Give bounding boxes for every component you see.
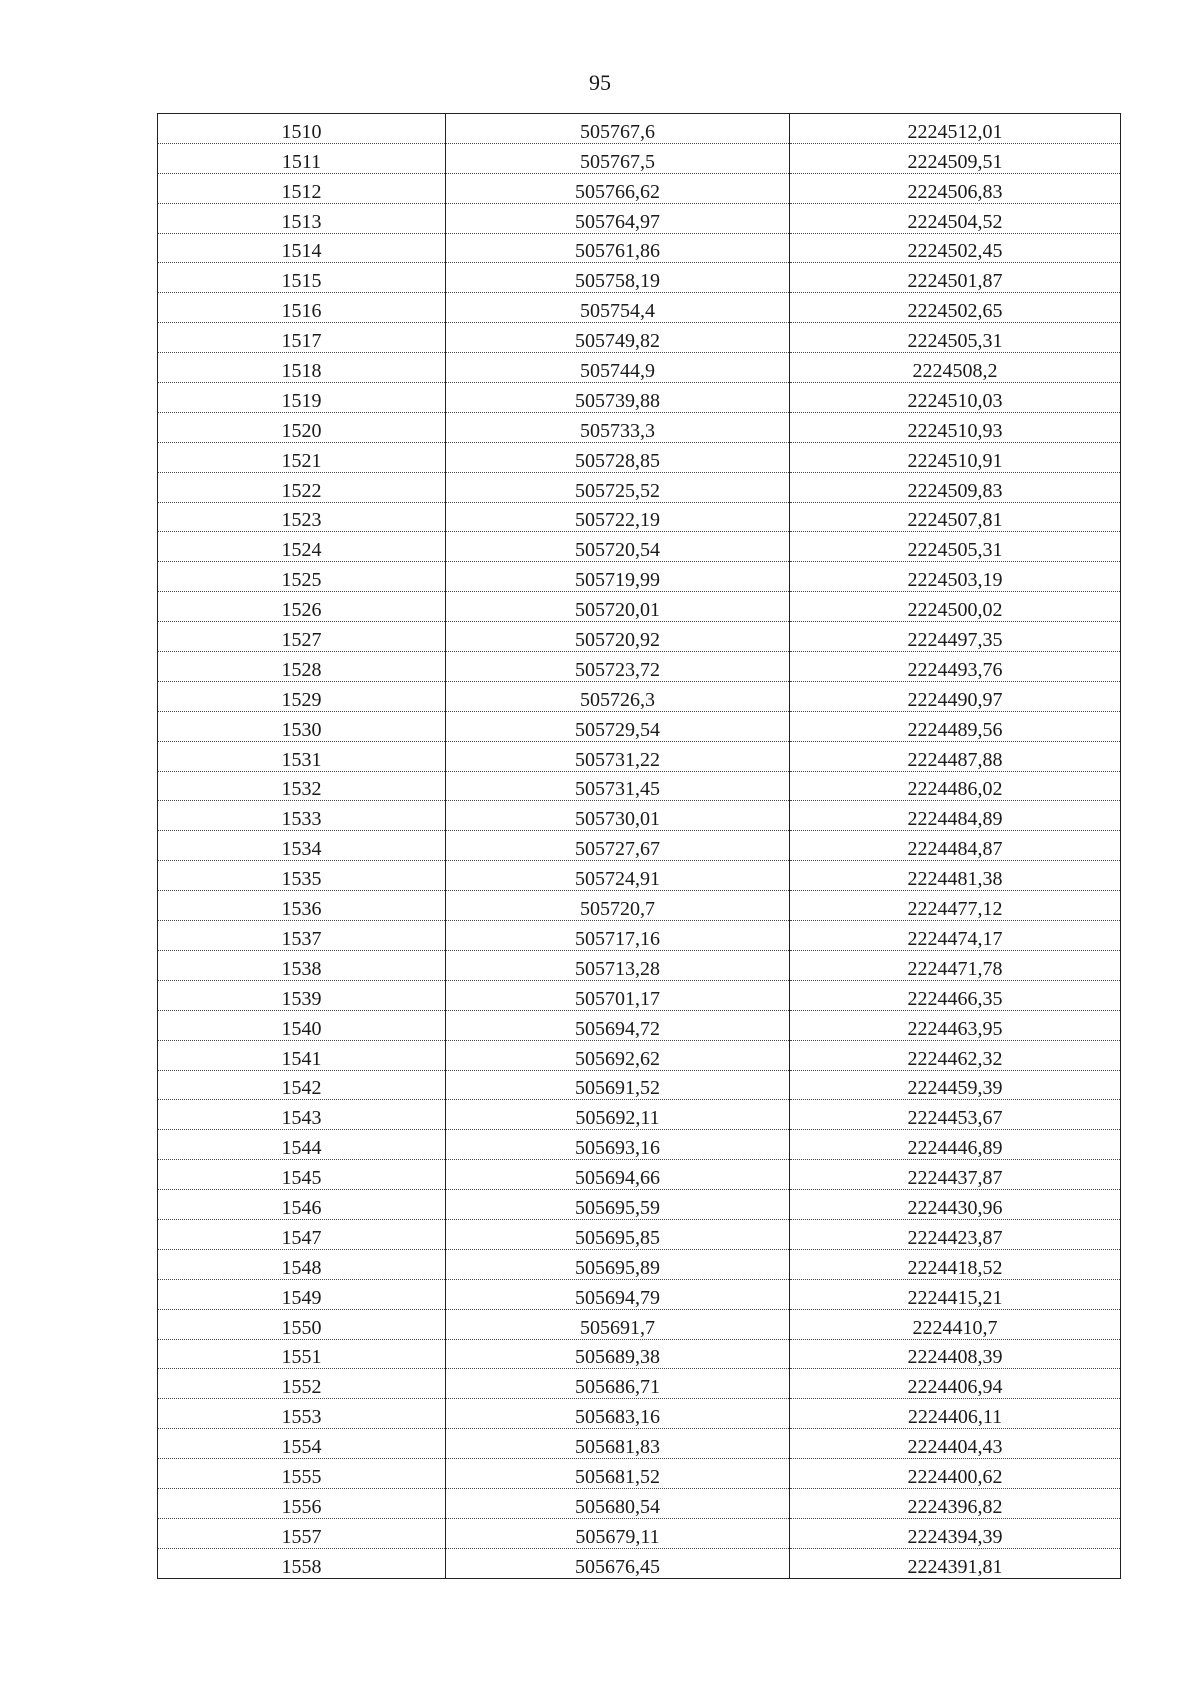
y-coordinate-cell: 2224487,88	[790, 741, 1121, 771]
point-number-cell: 1543	[158, 1100, 446, 1130]
y-coordinate-cell: 2224415,21	[790, 1279, 1121, 1309]
point-number-cell: 1518	[158, 353, 446, 383]
x-coordinate-cell: 505694,72	[446, 1010, 790, 1040]
y-coordinate-cell: 2224394,39	[790, 1518, 1121, 1548]
point-number-cell: 1552	[158, 1369, 446, 1399]
x-coordinate-cell: 505689,38	[446, 1339, 790, 1369]
table-row	[158, 1339, 1121, 1369]
y-coordinate-cell: 2224484,87	[790, 831, 1121, 861]
x-coordinate-cell: 505744,9	[446, 353, 790, 383]
x-coordinate-cell: 505680,54	[446, 1488, 790, 1518]
point-number-cell: 1513	[158, 203, 446, 233]
point-number-cell: 1523	[158, 502, 446, 532]
table-row	[158, 861, 1121, 891]
x-coordinate-cell: 505731,45	[446, 771, 790, 801]
x-coordinate-cell: 505681,52	[446, 1459, 790, 1489]
table-row	[158, 143, 1121, 173]
y-coordinate-cell: 2224462,32	[790, 1040, 1121, 1070]
x-coordinate-cell: 505766,62	[446, 173, 790, 203]
y-coordinate-cell: 2224459,39	[790, 1070, 1121, 1100]
point-number-cell: 1510	[158, 114, 446, 144]
y-coordinate-cell: 2224502,65	[790, 293, 1121, 323]
y-coordinate-cell: 2224406,94	[790, 1369, 1121, 1399]
page-number: 95	[589, 70, 611, 95]
point-number-cell: 1514	[158, 233, 446, 263]
table-row	[158, 1010, 1121, 1040]
point-number-cell: 1557	[158, 1518, 446, 1548]
point-number-cell: 1546	[158, 1190, 446, 1220]
table-row	[158, 502, 1121, 532]
y-coordinate-cell: 2224463,95	[790, 1010, 1121, 1040]
point-number-cell: 1545	[158, 1160, 446, 1190]
x-coordinate-cell: 505725,52	[446, 472, 790, 502]
table-row	[158, 771, 1121, 801]
table-row	[158, 980, 1121, 1010]
y-coordinate-cell: 2224510,03	[790, 383, 1121, 413]
x-coordinate-cell: 505724,91	[446, 861, 790, 891]
point-number-cell: 1522	[158, 472, 446, 502]
y-coordinate-cell: 2224504,52	[790, 203, 1121, 233]
x-coordinate-cell: 505693,16	[446, 1130, 790, 1160]
point-number-cell: 1531	[158, 741, 446, 771]
point-number-cell: 1525	[158, 562, 446, 592]
y-coordinate-cell: 2224477,12	[790, 891, 1121, 921]
table-row	[158, 711, 1121, 741]
y-coordinate-cell: 2224423,87	[790, 1219, 1121, 1249]
table-row	[158, 293, 1121, 323]
x-coordinate-cell: 505726,3	[446, 681, 790, 711]
y-coordinate-cell: 2224508,2	[790, 353, 1121, 383]
y-coordinate-cell: 2224437,87	[790, 1160, 1121, 1190]
y-coordinate-cell: 2224418,52	[790, 1249, 1121, 1279]
y-coordinate-cell: 2224486,02	[790, 771, 1121, 801]
table-row	[158, 1459, 1121, 1489]
x-coordinate-cell: 505727,67	[446, 831, 790, 861]
point-number-cell: 1534	[158, 831, 446, 861]
x-coordinate-cell: 505679,11	[446, 1518, 790, 1548]
y-coordinate-cell: 2224507,81	[790, 502, 1121, 532]
x-coordinate-cell: 505733,3	[446, 412, 790, 442]
table-row	[158, 562, 1121, 592]
point-number-cell: 1526	[158, 592, 446, 622]
y-coordinate-cell: 2224509,83	[790, 472, 1121, 502]
table-row	[158, 1548, 1121, 1578]
y-coordinate-cell: 2224509,51	[790, 143, 1121, 173]
table-row	[158, 1249, 1121, 1279]
y-coordinate-cell: 2224505,31	[790, 323, 1121, 353]
x-coordinate-cell: 505713,28	[446, 950, 790, 980]
table-row	[158, 472, 1121, 502]
table-row	[158, 1100, 1121, 1130]
point-number-cell: 1540	[158, 1010, 446, 1040]
table-row	[158, 1279, 1121, 1309]
x-coordinate-cell: 505754,4	[446, 293, 790, 323]
point-number-cell: 1547	[158, 1219, 446, 1249]
table-row	[158, 1429, 1121, 1459]
x-coordinate-cell: 505764,97	[446, 203, 790, 233]
x-coordinate-cell: 505701,17	[446, 980, 790, 1010]
point-number-cell: 1558	[158, 1548, 446, 1578]
y-coordinate-cell: 2224474,17	[790, 921, 1121, 951]
x-coordinate-cell: 505761,86	[446, 233, 790, 263]
table-row	[158, 741, 1121, 771]
x-coordinate-cell: 505676,45	[446, 1548, 790, 1578]
point-number-cell: 1521	[158, 442, 446, 472]
point-number-cell: 1516	[158, 293, 446, 323]
point-number-cell: 1550	[158, 1309, 446, 1339]
point-number-cell: 1542	[158, 1070, 446, 1100]
x-coordinate-cell: 505749,82	[446, 323, 790, 353]
y-coordinate-cell: 2224484,89	[790, 801, 1121, 831]
table-row	[158, 1219, 1121, 1249]
point-number-cell: 1511	[158, 143, 446, 173]
point-number-cell: 1535	[158, 861, 446, 891]
coordinates-table	[157, 113, 1121, 1579]
table-row	[158, 1130, 1121, 1160]
point-number-cell: 1515	[158, 263, 446, 293]
table-row	[158, 1040, 1121, 1070]
y-coordinate-cell: 2224497,35	[790, 622, 1121, 652]
x-coordinate-cell: 505720,54	[446, 532, 790, 562]
y-coordinate-cell: 2224406,11	[790, 1399, 1121, 1429]
point-number-cell: 1530	[158, 711, 446, 741]
x-coordinate-cell: 505695,85	[446, 1219, 790, 1249]
table-row	[158, 1190, 1121, 1220]
x-coordinate-cell: 505758,19	[446, 263, 790, 293]
point-number-cell: 1555	[158, 1459, 446, 1489]
table-row	[158, 114, 1121, 144]
y-coordinate-cell: 2224430,96	[790, 1190, 1121, 1220]
x-coordinate-cell: 505722,19	[446, 502, 790, 532]
table-row	[158, 1070, 1121, 1100]
table-row	[158, 173, 1121, 203]
point-number-cell: 1554	[158, 1429, 446, 1459]
y-coordinate-cell: 2224500,02	[790, 592, 1121, 622]
table-row	[158, 891, 1121, 921]
point-number-cell: 1533	[158, 801, 446, 831]
table-row	[158, 383, 1121, 413]
table-row	[158, 622, 1121, 652]
point-number-cell: 1541	[158, 1040, 446, 1070]
point-number-cell: 1527	[158, 622, 446, 652]
x-coordinate-cell: 505728,85	[446, 442, 790, 472]
x-coordinate-cell: 505720,01	[446, 592, 790, 622]
x-coordinate-cell: 505720,7	[446, 891, 790, 921]
table-row	[158, 1309, 1121, 1339]
point-number-cell: 1553	[158, 1399, 446, 1429]
point-number-cell: 1537	[158, 921, 446, 951]
y-coordinate-cell: 2224502,45	[790, 233, 1121, 263]
point-number-cell: 1528	[158, 652, 446, 682]
x-coordinate-cell: 505729,54	[446, 711, 790, 741]
y-coordinate-cell: 2224510,91	[790, 442, 1121, 472]
table-row	[158, 1488, 1121, 1518]
y-coordinate-cell: 2224400,62	[790, 1459, 1121, 1489]
table-row	[158, 442, 1121, 472]
point-number-cell: 1549	[158, 1279, 446, 1309]
y-coordinate-cell: 2224471,78	[790, 950, 1121, 980]
point-number-cell: 1544	[158, 1130, 446, 1160]
point-number-cell: 1551	[158, 1339, 446, 1369]
point-number-cell: 1539	[158, 980, 446, 1010]
y-coordinate-cell: 2224404,43	[790, 1429, 1121, 1459]
x-coordinate-cell: 505720,92	[446, 622, 790, 652]
coordinates-table-body	[158, 114, 1121, 1579]
y-coordinate-cell: 2224481,38	[790, 861, 1121, 891]
table-row	[158, 652, 1121, 682]
y-coordinate-cell: 2224506,83	[790, 173, 1121, 203]
table-row	[158, 921, 1121, 951]
table-row	[158, 1160, 1121, 1190]
point-number-cell: 1519	[158, 383, 446, 413]
x-coordinate-cell: 505695,59	[446, 1190, 790, 1220]
point-number-cell: 1538	[158, 950, 446, 980]
y-coordinate-cell: 2224501,87	[790, 263, 1121, 293]
x-coordinate-cell: 505731,22	[446, 741, 790, 771]
x-coordinate-cell: 505683,16	[446, 1399, 790, 1429]
y-coordinate-cell: 2224408,39	[790, 1339, 1121, 1369]
y-coordinate-cell: 2224410,7	[790, 1309, 1121, 1339]
x-coordinate-cell: 505695,89	[446, 1249, 790, 1279]
table-row	[158, 1399, 1121, 1429]
x-coordinate-cell: 505692,62	[446, 1040, 790, 1070]
y-coordinate-cell: 2224503,19	[790, 562, 1121, 592]
y-coordinate-cell: 2224446,89	[790, 1130, 1121, 1160]
x-coordinate-cell: 505691,52	[446, 1070, 790, 1100]
table-row	[158, 353, 1121, 383]
table-row	[158, 203, 1121, 233]
table-row	[158, 801, 1121, 831]
table-row	[158, 831, 1121, 861]
point-number-cell: 1529	[158, 681, 446, 711]
x-coordinate-cell: 505739,88	[446, 383, 790, 413]
x-coordinate-cell: 505691,7	[446, 1309, 790, 1339]
table-row	[158, 592, 1121, 622]
x-coordinate-cell: 505719,99	[446, 562, 790, 592]
x-coordinate-cell: 505730,01	[446, 801, 790, 831]
point-number-cell: 1536	[158, 891, 446, 921]
table-row	[158, 263, 1121, 293]
point-number-cell: 1524	[158, 532, 446, 562]
y-coordinate-cell: 2224489,56	[790, 711, 1121, 741]
table-row	[158, 532, 1121, 562]
x-coordinate-cell: 505717,16	[446, 921, 790, 951]
table-row	[158, 950, 1121, 980]
table-row	[158, 412, 1121, 442]
y-coordinate-cell: 2224490,97	[790, 681, 1121, 711]
point-number-cell: 1556	[158, 1488, 446, 1518]
y-coordinate-cell: 2224505,31	[790, 532, 1121, 562]
point-number-cell: 1512	[158, 173, 446, 203]
table-row	[158, 1369, 1121, 1399]
point-number-cell: 1548	[158, 1249, 446, 1279]
x-coordinate-cell: 505723,72	[446, 652, 790, 682]
point-number-cell: 1520	[158, 412, 446, 442]
x-coordinate-cell: 505694,66	[446, 1160, 790, 1190]
x-coordinate-cell: 505767,6	[446, 114, 790, 144]
x-coordinate-cell: 505692,11	[446, 1100, 790, 1130]
y-coordinate-cell: 2224512,01	[790, 114, 1121, 144]
table-row	[158, 323, 1121, 353]
y-coordinate-cell: 2224396,82	[790, 1488, 1121, 1518]
x-coordinate-cell: 505686,71	[446, 1369, 790, 1399]
y-coordinate-cell: 2224466,35	[790, 980, 1121, 1010]
point-number-cell: 1517	[158, 323, 446, 353]
point-number-cell: 1532	[158, 771, 446, 801]
table-row	[158, 1518, 1121, 1548]
y-coordinate-cell: 2224493,76	[790, 652, 1121, 682]
x-coordinate-cell: 505767,5	[446, 143, 790, 173]
y-coordinate-cell: 2224391,81	[790, 1548, 1121, 1578]
y-coordinate-cell: 2224453,67	[790, 1100, 1121, 1130]
x-coordinate-cell: 505694,79	[446, 1279, 790, 1309]
x-coordinate-cell: 505681,83	[446, 1429, 790, 1459]
table-row	[158, 681, 1121, 711]
y-coordinate-cell: 2224510,93	[790, 412, 1121, 442]
table-row	[158, 233, 1121, 263]
